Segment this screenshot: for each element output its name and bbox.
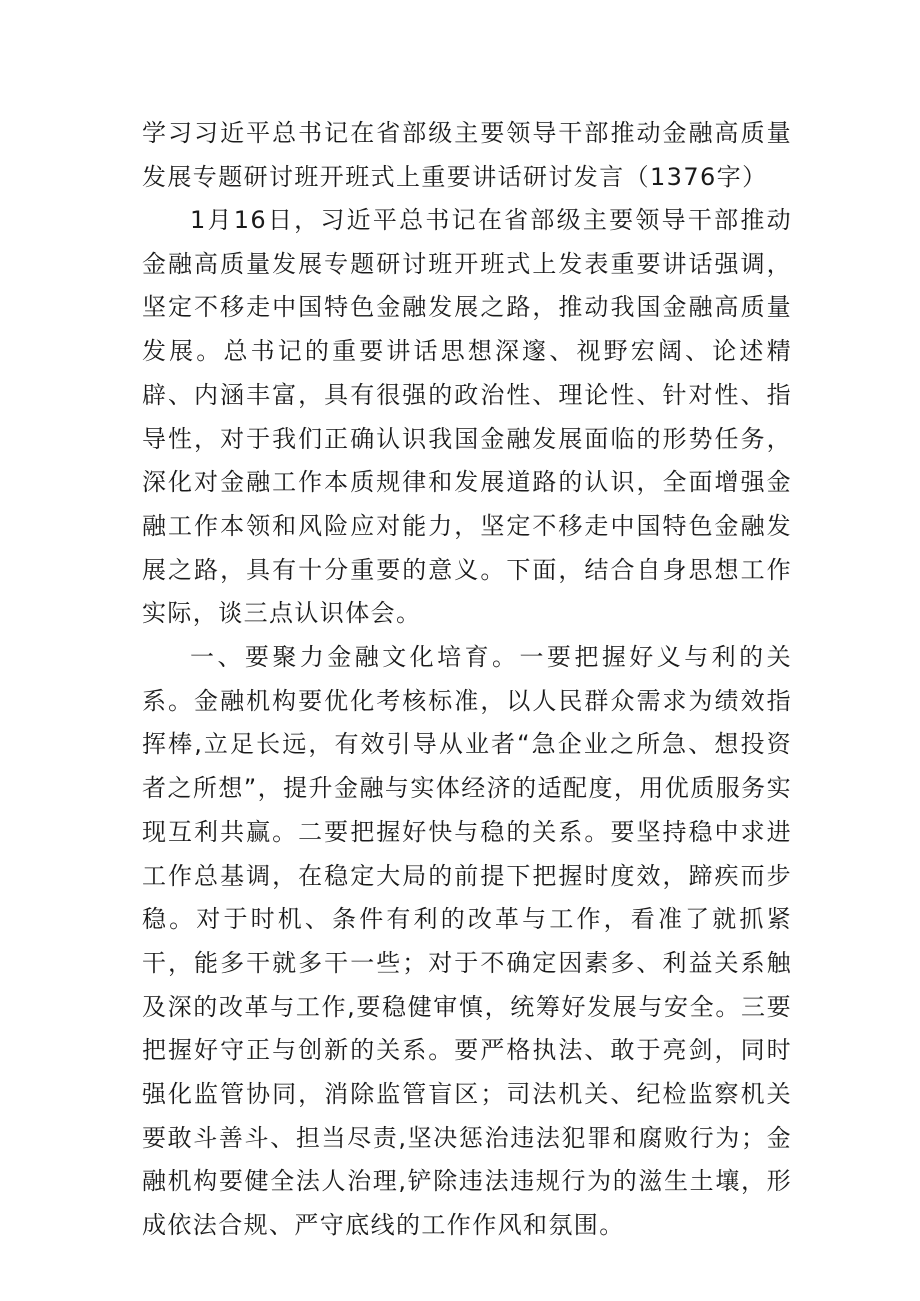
paragraph-intro: 1月16日，习近平总书记在省部级主要领导干部推动金融高质量发展专题研讨班开班式上发表重要讲话强调，坚定不移走中国特色金融发展之路，推动我国金融高质量发展。总书记的重要讲话思想深邃、视野宏阔、论述精辟、内涵丰富，具有很强的政治性、理论性、针对性、指导性，对于我们正确认识我国金融发展面临的形势任务，深化对金融工作本质规律和发展道路的认识，全面增强金融工作本领和风险应对能力，坚定不移走中国特色金融发展之路，具有十分重要的意义。下面，结合自身思想工作实际，谈三点认识体会。: [142, 206, 792, 628]
document-page: [142, 112, 792, 1248]
document-title: 学习习近平总书记在省部级主要领导干部推动金融高质量发展专题研讨班开班式上重要讲话研讨发言（1376字）: [142, 119, 792, 191]
paragraph-section-one: 一、要聚力金融文化培育。一要把握好义与利的关系。金融机构要优化考核标准，以人民群众需求为绩效指挥棒,立足长远，有效引导从业者“急企业之所急、想投资者之所想”，提升金融与实体经济的适配度，用优质服务实现互利共赢。二要把握好快与稳的关系。要坚持稳中求进工作总基调，在稳定大局的前提下把握时度效，蹄疾而步稳。对于时机、条件有利的改革与工作，看准了就抓紧干，能多干就多干一些；对于不确定因素多、利益关系触及深的改革与工作,要稳健审慎，统筹好发展与安全。三要把握好守正与创新的关系。要严格执法、敢于亮剑，同时强化监管协同，消除监管盲区；司法机关、纪检监察机关要敢斗善斗、担当尽责,坚决惩治违法犯罪和腐败行为；金融机构要健全法人治理,铲除违法违规行为的滋生土壤，形成依法合规、严守底线的工作作风和氛围。: [142, 643, 792, 1240]
